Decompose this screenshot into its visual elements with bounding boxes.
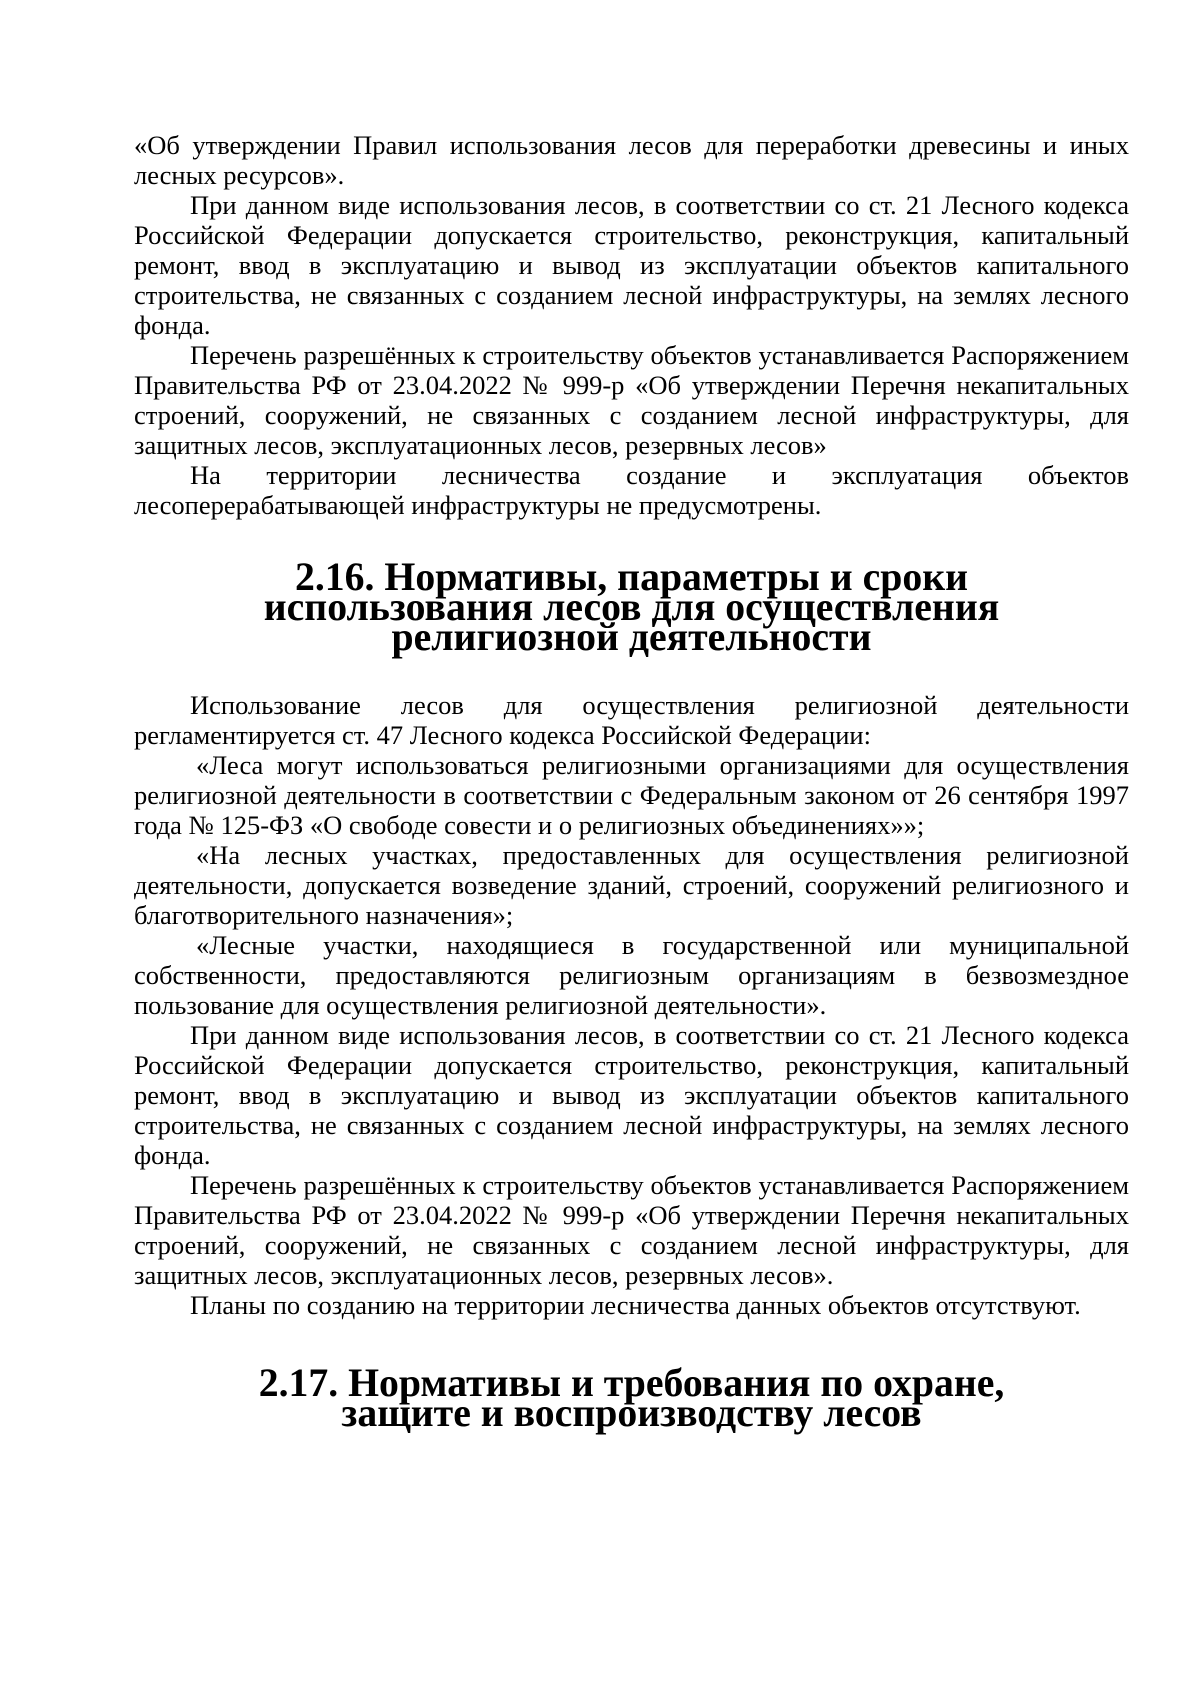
paragraph-permitted-objects-2: Перечень разрешённых к строительству объектов устанавливается Распоряжением Правительства РФ от 23.04.2022 № 999-р «Об утверждении Перечня некапитальных строений, сооружений, не связанных с созданием лесной инфраструктуры, для защитных лесов, эксплуатационных лесов, резервных лесов». (134, 1170, 1129, 1290)
section-heading-2-16: 2.16. Нормативы, параметры и сроки использования лесов для осуществления религиозной деятельности (263, 555, 1000, 659)
quote-free-use: «Лесные участки, находящиеся в государственной или муниципальной собственности, предоставляются религиозным организациям в безвозмездное пользование для осуществления религиозной деятельности». (134, 930, 1129, 1020)
paragraph-construction-allowed-2: При данном виде использования лесов, в соответствии со ст. 21 Лесного кодекса Российской Федерации допускается строительство, реконструкция, капитальный ремонт, ввод в эксплуатацию и вывод из эксплуатации объектов капитального строительства, не связанных с созданием лесной инфраструктуры, на землях лесного фонда. (134, 1020, 1129, 1170)
paragraph-no-plans: Планы по созданию на территории лесничества данных объектов отсутствуют. (190, 1290, 1081, 1320)
document-body (134, 130, 1129, 1435)
paragraph-no-infrastructure: На территории лесничества создание и эксплуатация объектов лесоперерабатывающей инфраструктуры не предусмотрены. (134, 460, 1129, 520)
quote-religious-buildings: «На лесных участках, предоставленных для осуществления религиозной деятельности, допускается возведение зданий, строений, сооружений религиозного и благотворительного назначения»; (134, 840, 1129, 930)
section-heading-2-17: 2.17. Нормативы и требования по охране, защите и воспроизводству лесов (258, 1361, 1005, 1435)
intro-paragraph: «Об утверждении Правил использования лесов для переработки древесины и иных лесных ресурсов». (134, 130, 1129, 190)
paragraph-permitted-objects: Перечень разрешённых к строительству объектов устанавливается Распоряжением Правительства РФ от 23.04.2022 № 999-р «Об утверждении Перечня некапитальных строений, сооружений, не связанных с созданием лесной инфраструктуры, для защитных лесов, эксплуатационных лесов, резервных лесов» (134, 340, 1129, 460)
paragraph-religious-use: Использование лесов для осуществления религиозной деятельности регламентируется ст. 47 Лесного кодекса Российской Федерации: (134, 690, 1129, 750)
paragraph-construction-allowed: При данном виде использования лесов, в соответствии со ст. 21 Лесного кодекса Российской Федерации допускается строительство, реконструкция, капитальный ремонт, ввод в эксплуатацию и вывод из эксплуатации объектов капитального строительства, не связанных с созданием лесной инфраструктуры, на землях лесного фонда. (134, 190, 1129, 340)
quote-religious-organizations: «Леса могут использоваться религиозными организациями для осуществления религиозной деятельности в соответствии с Федеральным законом от 26 сентября 1997 года № 125-ФЗ «О свободе совести и о религиозных объединениях»»; (134, 750, 1129, 840)
